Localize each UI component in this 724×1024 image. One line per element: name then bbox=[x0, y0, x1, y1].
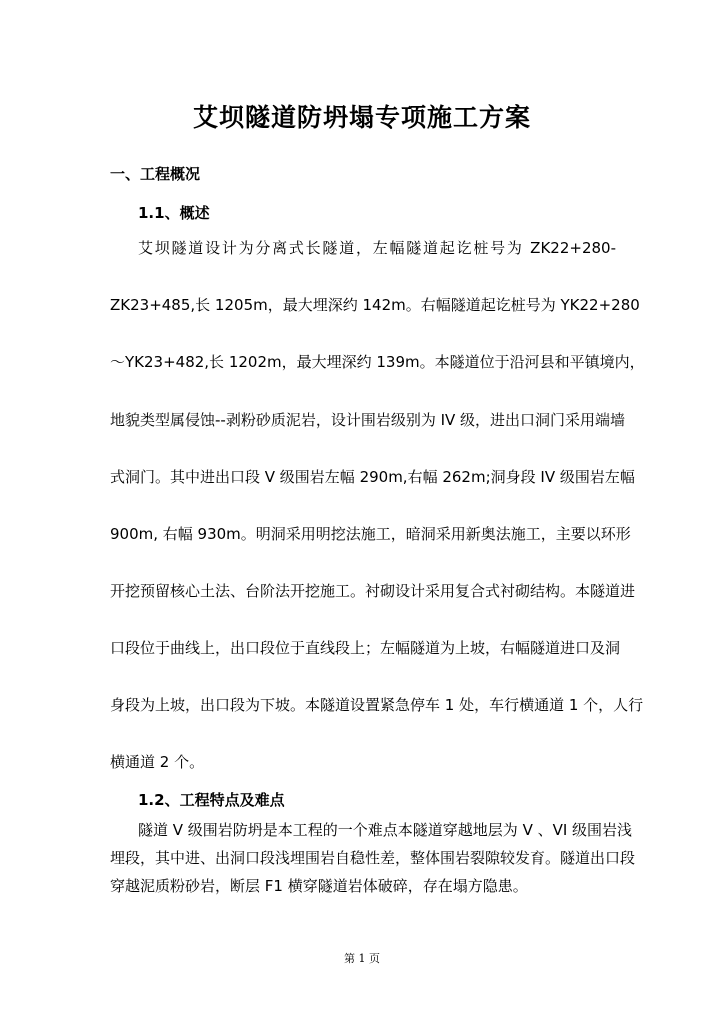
paragraph-line: 900m, 右幅 930m。明洞采用明挖法施工，暗洞采用新奥法施工，主要以环形 bbox=[110, 525, 631, 543]
paragraph-line: ZK23+485,长 1205m，最大埋深约 142m。右幅隧道起讫桩号为 YK22+280 bbox=[110, 296, 640, 314]
section-heading-project-overview: 一、工程概况 bbox=[110, 165, 201, 183]
paragraph-line: 开挖预留核心土法、台阶法开挖施工。衬砌设计采用复合式衬砌结构。本隧道进 bbox=[110, 582, 636, 600]
paragraph-line: ～YK23+482,长 1202m，最大埋深约 139m。本隧道位于沿河县和平镇境内， bbox=[110, 353, 645, 371]
document-title: 艾坝隧道防坍塌专项施工方案 bbox=[192, 103, 531, 132]
page-number-footer: 第 1 页 bbox=[344, 952, 380, 965]
subsection-heading-overview: 1.1、概述 bbox=[138, 204, 210, 222]
paragraph-line: 穿越泥质粉砂岩，断层 F1 横穿隧道岩体破碎，存在塌方隐患。 bbox=[110, 877, 528, 895]
subsection-heading-features-difficulties: 1.2、工程特点及难点 bbox=[138, 791, 285, 809]
paragraph-line: 口段位于曲线上，出口段位于直线段上；左幅隧道为上坡，右幅隧道进口及洞 bbox=[110, 639, 621, 657]
paragraph-line: 艾坝隧道设计为分离式长隧道，左幅隧道起讫桩号为 ZK22+280- bbox=[138, 239, 616, 257]
paragraph-line: 埋段，其中进、出洞口段浅埋围岩自稳性差，整体围岩裂隙较发育。隧道出口段 bbox=[110, 849, 636, 867]
paragraph-line: 地貌类型属侵蚀--剥粉砂质泥岩，设计围岩级别为 IV 级，进出口洞门采用端墙 bbox=[110, 411, 626, 429]
paragraph-line: 身段为上坡，出口段为下坡。本隧道设置紧急停车 1 处，车行横通道 1 个，人行 bbox=[110, 696, 644, 714]
paragraph-line: 式洞门。其中进出口段 V 级围岩左幅 290m,右幅 262m;洞身段 IV 级围岩左幅 bbox=[110, 468, 635, 486]
paragraph-line: 横通道 2 个。 bbox=[110, 753, 205, 771]
paragraph-line: 隧道 V 级围岩防坍是本工程的一个难点本隧道穿越地层为 V 、VI 级围岩浅 bbox=[138, 821, 633, 839]
